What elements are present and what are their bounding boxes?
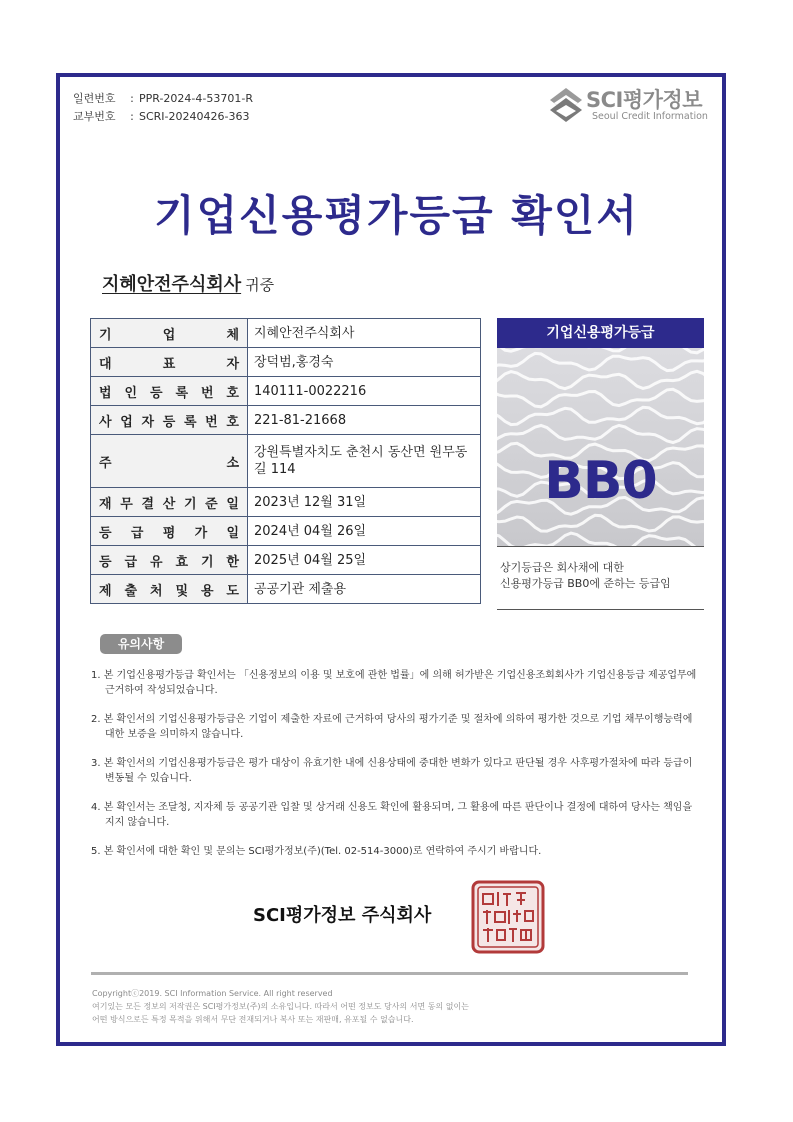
info-label-char: 평: [162, 525, 176, 541]
notice-item: 2. 본 확인서의 기업신용평가등급은 기업이 제출한 자료에 근거하여 당사의 평가기준 및 절차에 의하여 평가한 것으로 기업 채무이행능력에 대한 보증을 의미하지 않습니다.: [91, 714, 693, 740]
notice-item: 3. 본 확인서의 기업신용평가등급은 평가 대상이 유효기한 내에 신용상태에 중대한 변화가 있다고 판단될 경우 사후평가절차에 따라 등급이 변동될 수 있습니다.: [91, 758, 693, 784]
info-label: [91, 348, 248, 377]
logo-subtitle: Seoul Credit Information: [592, 111, 708, 122]
info-label: [91, 406, 248, 435]
grade-note-line1: 상기등급은 회사채에 대한: [500, 561, 624, 574]
info-label-char: 등: [149, 385, 163, 401]
notice-tag: 유의사항: [100, 634, 182, 654]
info-row: [91, 348, 481, 377]
info-row: [91, 319, 481, 348]
info-label-char: 제: [99, 583, 112, 599]
info-label-char: 록: [183, 414, 197, 430]
info-label-char: 처: [149, 583, 163, 599]
info-label-char: 가: [194, 525, 208, 541]
info-label-char: 재: [99, 496, 112, 512]
info-label: [91, 319, 248, 348]
info-label-char: 번: [200, 385, 214, 401]
info-label-char: 법: [99, 385, 112, 401]
grade-note: [500, 560, 671, 592]
info-value: 2025년 04월 25일: [248, 546, 481, 575]
info-label-char: 사: [99, 414, 112, 430]
info-label-char: 업: [162, 327, 176, 343]
recipient: [102, 270, 274, 296]
security-pattern: [497, 348, 704, 546]
info-label-char: 자: [226, 356, 239, 372]
info-row: [91, 377, 481, 406]
info-label-char: 등: [99, 525, 112, 541]
info-row: [91, 546, 481, 575]
info-label-chars: [99, 411, 239, 430]
notice-item: 1. 본 기업신용평가등급 확인서는 「신용정보의 이용 및 보호에 관한 법률」에 의해 허가받은 기업신용조회회사가 기업신용등급 제공업무에 근거하여 작성되었습니다.: [91, 670, 697, 696]
info-label-char: 기: [99, 327, 112, 343]
info-label-char: 등: [162, 414, 176, 430]
info-row: [91, 406, 481, 435]
grade-panel: [497, 348, 704, 547]
issuer-company: SCI평가정보 주식회사: [253, 905, 432, 926]
footer-rule: [91, 972, 688, 975]
info-value: 장덕범,홍경숙: [248, 348, 481, 377]
info-label-char: 대: [99, 356, 112, 372]
info-label-char: 유: [149, 554, 163, 570]
info-label-chars: [99, 580, 239, 599]
sci-logo-icon: [546, 83, 586, 127]
issue-value: SCRI-20240426-363: [139, 110, 250, 123]
info-label-char: 일: [226, 525, 239, 541]
copyright-line1: Copyrightⓒ2019. SCI Information Service. All right reserved: [92, 989, 333, 998]
info-label-char: 체: [226, 327, 239, 343]
company-seal-icon: [471, 880, 545, 954]
info-label-char: 자: [141, 414, 155, 430]
document-title: 기업신용평가등급 확인서: [154, 191, 639, 240]
info-label-char: 출: [124, 583, 138, 599]
info-label: [91, 575, 248, 604]
issue-separator: :: [130, 110, 134, 123]
info-label-char: 등: [99, 554, 112, 570]
grade-note-divider: [497, 609, 704, 610]
info-label-char: 주: [99, 455, 112, 471]
info-label-char: 무: [120, 496, 133, 512]
info-label-char: 인: [124, 385, 138, 401]
info-label: [91, 377, 248, 406]
info-value: 2024년 04월 26일: [248, 517, 481, 546]
grade-value: BB0: [544, 451, 657, 511]
notice-list: [91, 668, 703, 873]
serial-separator: :: [130, 92, 134, 105]
info-label-char: 급: [124, 554, 138, 570]
serial-label: 일련번호: [73, 92, 116, 105]
info-label-char: 표: [162, 356, 176, 372]
info-label-chars: [99, 324, 239, 343]
info-label-char: 산: [162, 496, 176, 512]
grade-note-line2: 신용평가등급 BB0에 준하는 등급임: [500, 577, 671, 590]
notice-item: 4. 본 확인서는 조달청, 지자체 등 공공기관 입찰 및 상거래 신용도 확인에 활용되며, 그 활용에 따른 판단이나 결정에 대하여 당사는 책임을 지지 않습니다.: [91, 802, 693, 828]
info-label-char: 급: [130, 525, 144, 541]
info-row: [91, 488, 481, 517]
serial-value: PPR-2024-4-53701-R: [139, 92, 253, 105]
info-label-char: 기: [200, 554, 214, 570]
info-label-char: 번: [205, 414, 218, 430]
grade-heading: 기업신용평가등급: [497, 318, 704, 348]
info-label-char: 업: [120, 414, 133, 430]
info-label-char: 용: [200, 583, 214, 599]
copyright-notice: [92, 987, 469, 1026]
copyright-line3: 어떤 방식으로든 특정 목적을 위해서 무단 전재되거나 복사 또는 재판매, 유포될 수 없습니다.: [92, 1015, 414, 1024]
info-value: 221-81-21668: [248, 406, 481, 435]
info-label-char: 호: [226, 385, 239, 401]
info-label: [91, 488, 248, 517]
info-value: 강원특별자치도 춘천시 동산면 원무동길 114: [248, 435, 481, 488]
info-label: [91, 435, 248, 488]
info-label-char: 효: [175, 554, 189, 570]
info-label-chars: [99, 382, 239, 401]
recipient-name: 지혜안전주식회사: [102, 274, 242, 295]
info-row: [91, 517, 481, 546]
notice-item: 5. 본 확인서에 대한 확인 및 문의는 SCI평가정보(주)(Tel. 02-514-3000)로 연락하여 주시기 바랍니다.: [91, 846, 542, 857]
info-value: 2023년 12월 31일: [248, 488, 481, 517]
info-label-chars: [99, 522, 239, 541]
info-label-char: 및: [175, 583, 189, 599]
info-label: [91, 517, 248, 546]
info-value: 140111-0022216: [248, 377, 481, 406]
info-label-char: 기: [183, 496, 197, 512]
info-label-chars: [99, 551, 239, 570]
info-label-chars: [99, 493, 239, 512]
info-label-char: 소: [226, 455, 239, 471]
copyright-line2: 여기있는 모든 정보의 저작권은 SCI평가정보(주)의 소유입니다. 따라서 어떤 정보도 당사의 서면 동의 없이는: [92, 1002, 469, 1011]
logo-text: SCI평가정보: [586, 88, 702, 112]
info-value: 지혜안전주식회사: [248, 319, 481, 348]
info-label-chars: [99, 353, 239, 372]
info-label-char: 한: [226, 554, 239, 570]
info-label-char: 일: [226, 496, 239, 512]
grade-box: [497, 318, 704, 547]
info-label: [91, 546, 248, 575]
info-label-char: 록: [175, 385, 189, 401]
sci-logo: [546, 83, 718, 129]
info-label-char: 결: [141, 496, 155, 512]
issue-number: [73, 108, 249, 124]
serial-number: [73, 90, 253, 106]
issue-label: 교부번호: [73, 110, 116, 123]
info-label-char: 준: [205, 496, 218, 512]
info-value: 공공기관 제출용: [248, 575, 481, 604]
recipient-honorific: 귀중: [245, 276, 275, 294]
info-label-char: 호: [226, 414, 239, 430]
info-row: [91, 575, 481, 604]
info-label-char: 도: [226, 583, 239, 599]
info-label-chars: [99, 452, 239, 471]
company-info-table: [90, 318, 481, 604]
info-row: [91, 435, 481, 488]
